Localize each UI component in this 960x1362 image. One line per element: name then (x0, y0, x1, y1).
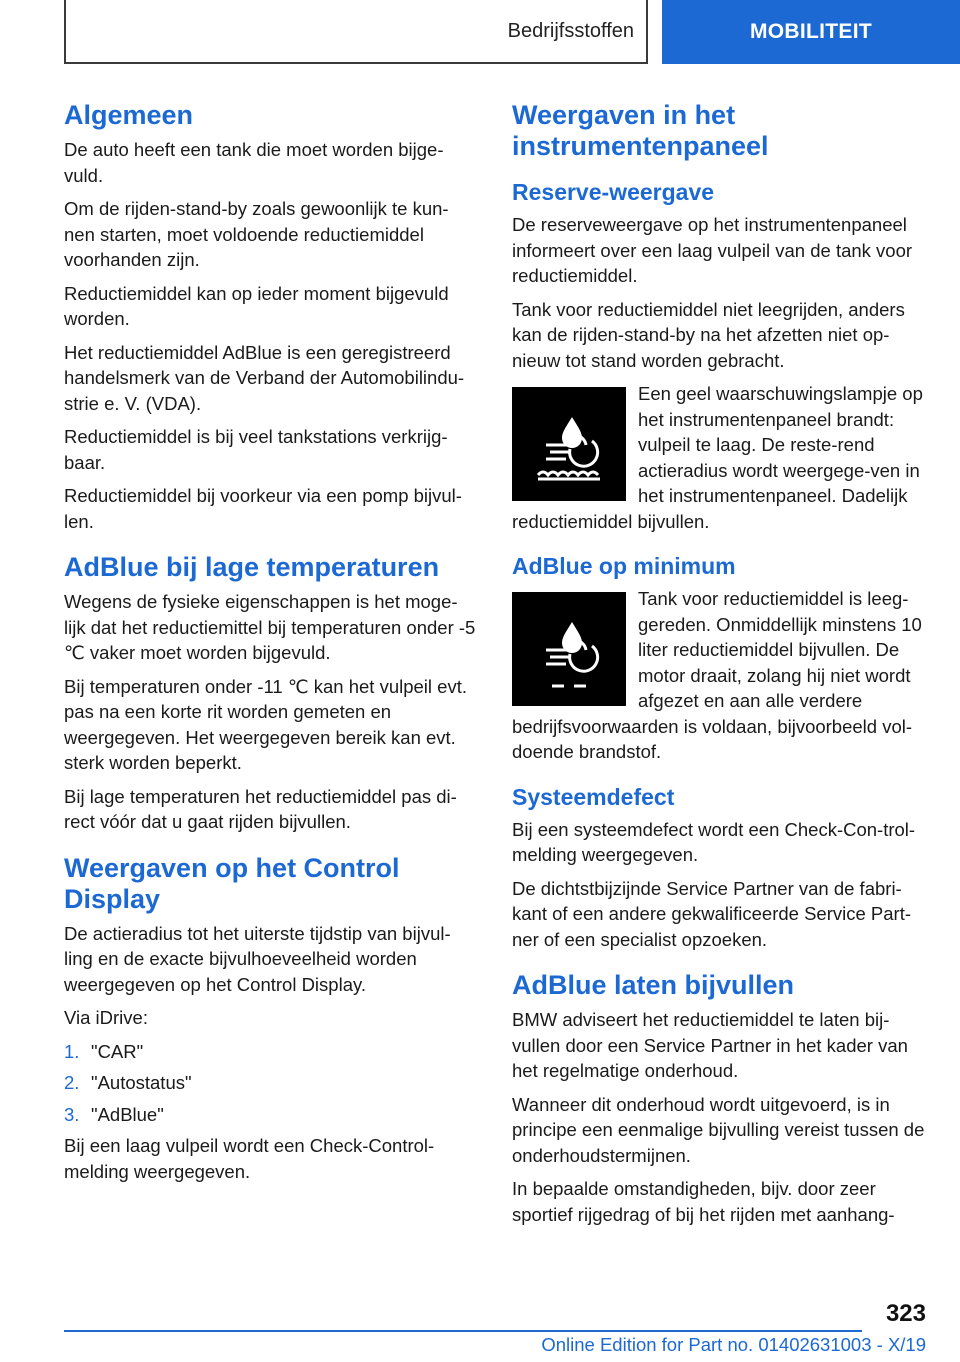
section-tab (64, 0, 648, 64)
step-number: 2. (64, 1072, 80, 1093)
paragraph: De actieradius tot het uiterste tijdstip van bijvul-ling en de exacte bijvulhoeveelheid worden weergegeven op het Control Display. (64, 922, 451, 995)
heading-laten-bijvullen: AdBlue laten bijvullen (512, 970, 795, 1000)
paragraph: Om de rijden-stand-by zoals gewoonlijk te kun-nen starten, moet voldoende reductiemiddel voorhanden zijn. (64, 198, 449, 270)
chapter-tab (662, 0, 960, 64)
heading-lage-temperaturen: AdBlue bij lage temperaturen (64, 552, 440, 582)
left-column (64, 100, 476, 1192)
warning-block (512, 586, 926, 773)
paragraph: De auto heeft een tank die moet worden bijge-vuld. (64, 139, 444, 186)
paragraph: Een geel waarschuwingslampje op het instrumentenpaneel brandt: vulpeil te laag. De reste-rend actieradius wordt weergege-ven in het instrumentenpaneel. Dadelijk reductiemiddel bijvullen. (512, 383, 923, 532)
section-control-display (64, 853, 476, 1185)
paragraph: Bij temperaturen onder -11 ℃ kan het vulpeil evt. pas na een korte rit worden gemeten en weergegeven. Het weergegeven bereik kan evt. sterk worden beperkt. (64, 675, 467, 773)
adblue-reserve-warning-icon (512, 387, 626, 501)
step-text: "CAR" (91, 1040, 144, 1062)
footer-divider (64, 1330, 862, 1332)
paragraph: Via iDrive: (64, 1007, 148, 1028)
section-systeemdefect (512, 783, 926, 953)
heading-minimum: AdBlue op minimum (512, 553, 736, 579)
list-item (64, 1070, 476, 1096)
paragraph: Bij lage temperaturen het reductiemiddel pas di-rect vóór dat u gaat rijden bijvullen. (64, 785, 457, 832)
paragraph: De dichtstbijzijnde Service Partner van de fabri-kant of een andere gekwalificeerde Service Part-ner of een specialist opzoeken. (512, 877, 911, 950)
heading-control-display: Weergaven op het Control Display (64, 852, 400, 914)
heading-reserve: Reserve-weergave (512, 179, 715, 205)
adblue-minimum-warning-icon (512, 592, 626, 706)
section-minimum (512, 552, 926, 773)
paragraph: In bepaalde omstandigheden, bijv. door zeer sportief rijgedrag of bij het rijden met aanhang- (512, 1178, 895, 1225)
section-reserve (512, 178, 926, 542)
idrive-steps (64, 1039, 476, 1128)
page-number: 323 (885, 1300, 926, 1327)
step-number: 1. (64, 1040, 80, 1062)
step-number: 3. (64, 1103, 80, 1125)
paragraph: Bij een systeemdefect wordt een Check-Con-trol-melding weergegeven. (512, 818, 916, 865)
paragraph: BMW adviseert het reductiemiddel te laten bij-vullen door een Service Partner in het kader van het regelmatige onderhoud. (512, 1009, 908, 1081)
paragraph: De reserveweergave op het instrumentenpaneel informeert over een laag vulpeil van de tank voor reductiemiddel. (512, 214, 913, 286)
paragraph: Reductiemiddel is bij veel tankstations verkrijg-baar. (64, 426, 448, 473)
paragraph: Het reductiemiddel AdBlue is een geregistreerd handelsmerk van de Verband der Automobilindu-strie e. V. (VDA). (64, 341, 465, 414)
paragraph: Wegens de fysieke eigenschappen is het moge-lijk dat het reductiemittel bij temperaturen onder -5 ℃ vaker moet worden bijgevuld. (64, 591, 476, 663)
paragraph: Reductiemiddel bij voorkeur via een pomp bijvul-len. (64, 485, 462, 532)
paragraph: Tank voor reductiemiddel niet leegrijden, anders kan de rijden-stand-by na het afzetten niet op-nieuw tot stand worden gebracht. (512, 298, 905, 371)
heading-systeemdefect: Systeemdefect (512, 783, 675, 810)
section-laten-bijvullen (512, 970, 926, 1227)
paragraph: Tank voor reductiemiddel is leeg-gereden. Onmiddellijk minstens 10 liter reductiemiddel bijvullen. De motor draait, zolang hij niet wordt afgezet en aan alle verdere bedrijfsvoorwaarden is voldaan, bijvoorbeeld vol-doende brandstof. (512, 588, 922, 762)
warning-block (512, 381, 926, 542)
edition-note: Online Edition for Part no. 01402631003 - X/19 (541, 1334, 926, 1355)
heading-algemeen: Algemeen (64, 100, 194, 130)
list-item (64, 1039, 476, 1065)
list-item (64, 1102, 476, 1128)
step-text: "Autostatus" (91, 1072, 192, 1093)
step-text: "AdBlue" (91, 1103, 164, 1125)
paragraph: Wanneer dit onderhoud wordt uitgevoerd, is in principe een eenmalige bijvulling vereist tussen de onderhoudstermijnen. (512, 1093, 925, 1166)
right-column (512, 100, 926, 1235)
paragraph: Bij een laag vulpeil wordt een Check-Control-melding weergegeven. (64, 1135, 435, 1182)
section-lage-temperaturen (64, 552, 476, 835)
section-label: Bedrijfsstoffen (507, 19, 634, 42)
paragraph: Reductiemiddel kan op ieder moment bijgevuld worden. (64, 282, 449, 329)
heading-instrumentenpaneel: Weergaven in het instrumentenpaneel (512, 100, 769, 161)
chapter-label: MOBILITEIT (750, 20, 872, 43)
section-algemeen (64, 100, 476, 534)
